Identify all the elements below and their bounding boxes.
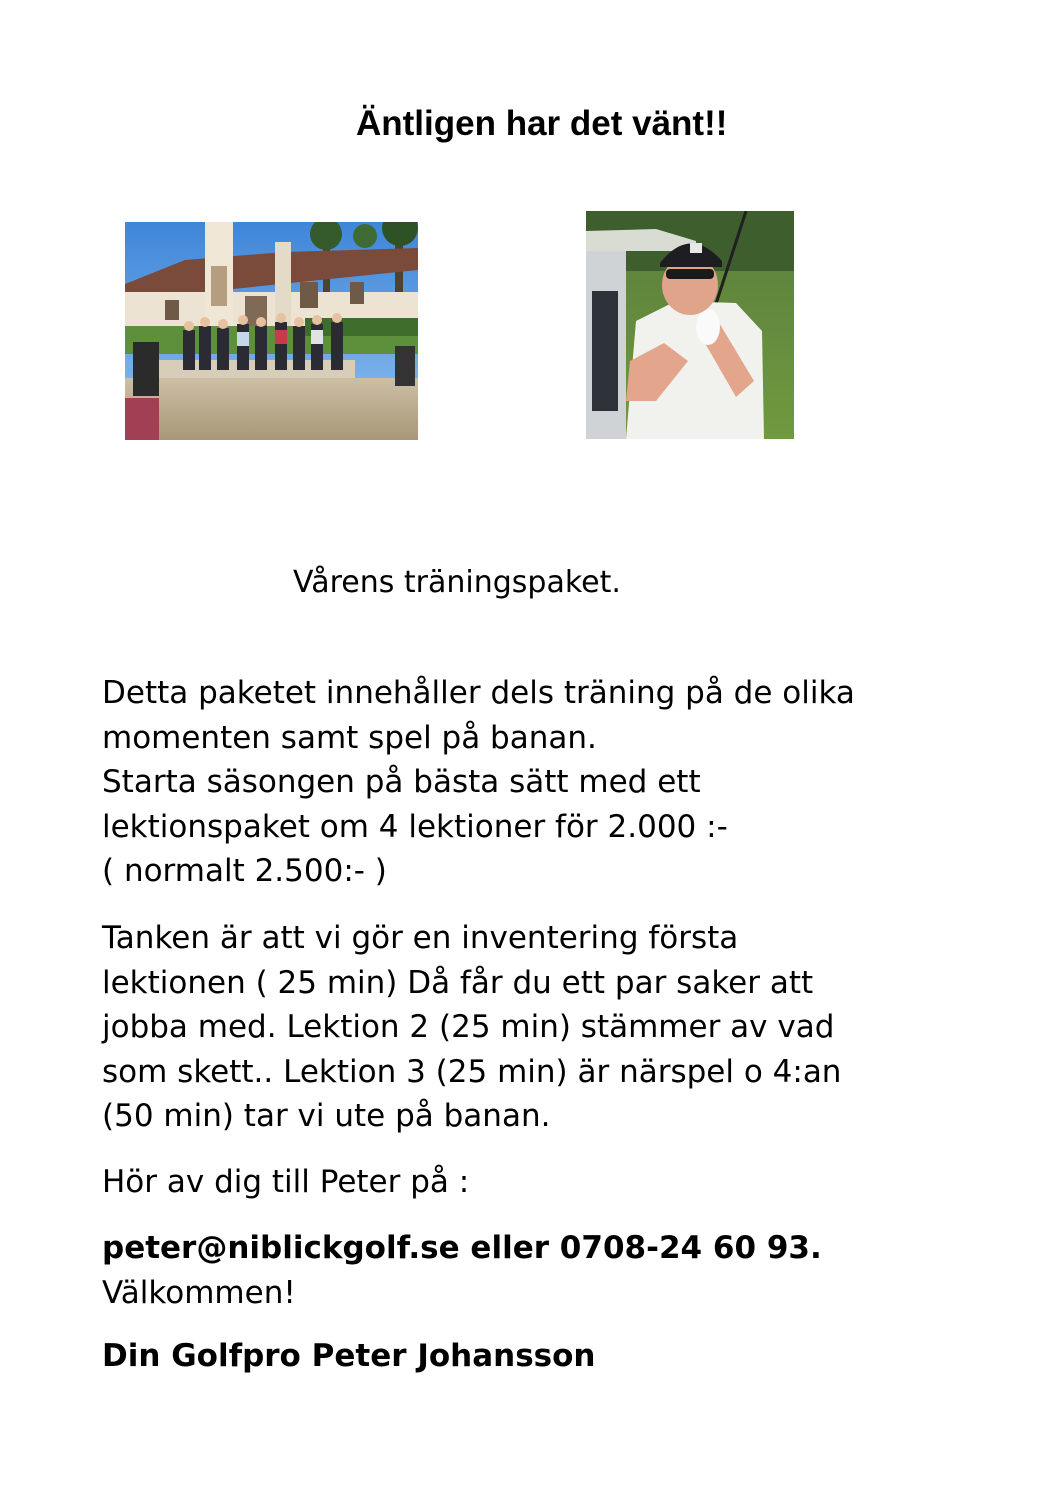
contact-line[interactable]: peter@niblickgolf.se eller 0708-24 60 93. (102, 1230, 822, 1266)
section-subtitle: Vårens träningspaket. (293, 565, 621, 600)
text-line: som skett.. Lektion 3 (25 min) är närspel o 4:an (102, 1053, 842, 1090)
text-line: momenten samt spel på banan. (102, 719, 597, 756)
signature (102, 1334, 1002, 1379)
contact-details (102, 1226, 1002, 1315)
description-paragraph (102, 671, 1002, 894)
text-line: Detta paketet innehåller dels träning på de olika (102, 675, 855, 711)
text-line: ( normalt 2.500:- ) (102, 853, 387, 889)
welcome-text: Välkommen! (102, 1274, 296, 1311)
text-line: jobba med. Lektion 2 (25 min) stämmer av vad (102, 1009, 835, 1045)
text-line: Starta säsongen på bästa sätt med ett (102, 764, 701, 800)
contact-intro (102, 1160, 1002, 1205)
golf-pro-photo (586, 211, 794, 439)
text-line: Hör av dig till Peter på : (102, 1164, 470, 1200)
text-line: (50 min) tar vi ute på banan. (102, 1098, 551, 1134)
page-title: Äntligen har det vänt!! (356, 104, 728, 143)
group-photo (125, 222, 418, 440)
lesson-plan-paragraph (102, 916, 1002, 1139)
text-line: lektionspaket om 4 lektioner för 2.000 :- (102, 808, 728, 845)
text-line: Tanken är att vi gör en inventering första (102, 920, 739, 956)
text-line: lektionen ( 25 min) Då får du ett par saker att (102, 964, 814, 1001)
signature-text: Din Golfpro Peter Johansson (102, 1338, 596, 1374)
